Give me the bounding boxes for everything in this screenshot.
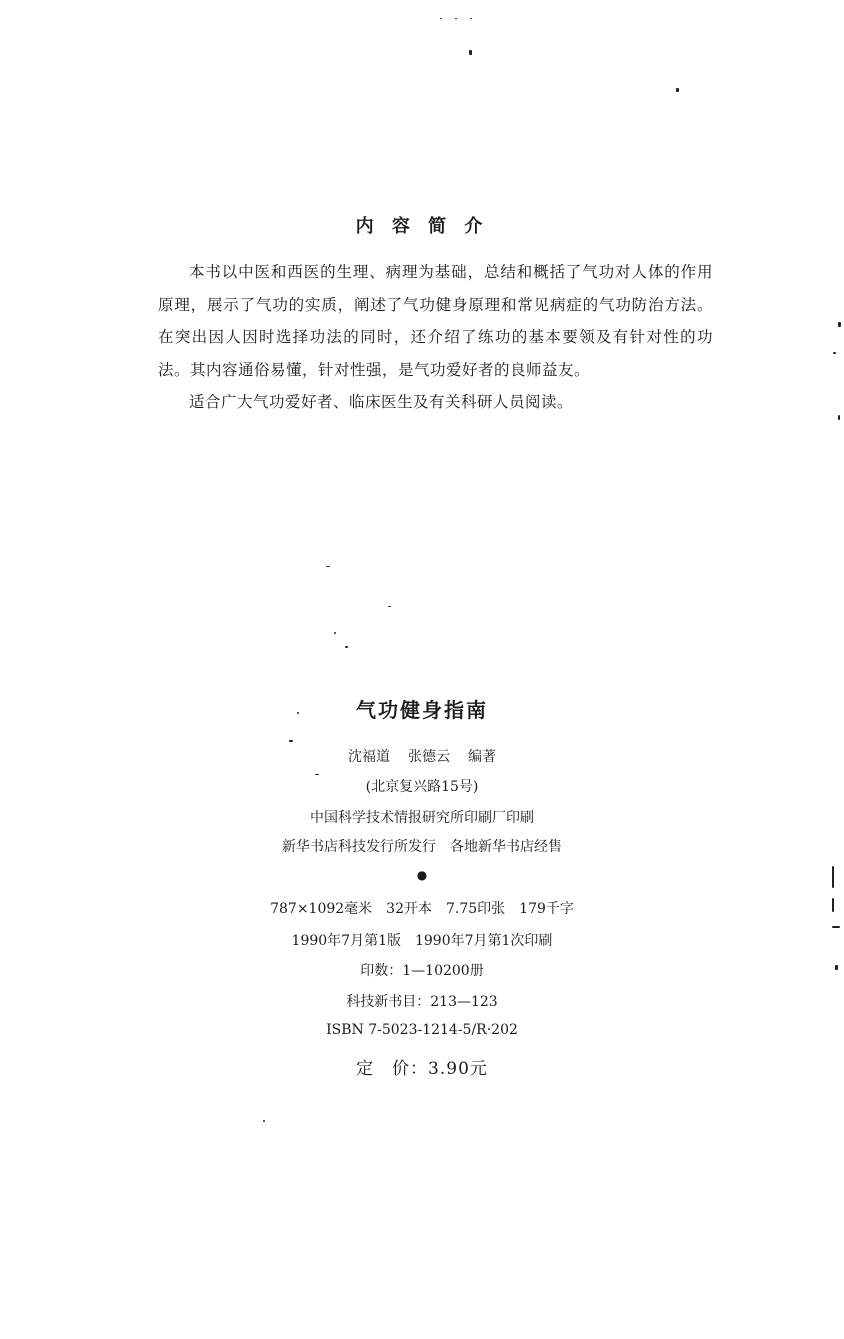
scan-speck [289,740,293,742]
scan-speck [440,18,442,19]
isbn-line: ISBN 7-5023-1214-5/R·202 [326,1022,518,1038]
summary-heading: 内 容 简 介 [355,216,489,237]
author-role: 编著 [468,749,496,765]
scan-speck [326,566,330,567]
edition-line: 1990年7月第1版 1990年7月第1次印刷 [291,933,553,949]
book-title: 气功健身指南 [356,698,488,722]
separator-bullet: ● [416,868,428,882]
scan-speck [345,646,348,648]
scan-speck [838,415,840,420]
printer-line: 中国科学技术情报研究所印刷厂印刷 [310,810,534,826]
authors-line [0,746,844,766]
scan-speck [469,50,472,55]
publisher-address: (北京复兴路15号) [365,779,479,795]
scan-speck [470,18,472,19]
summary-paragraph: 本书以中医和西医的生理、病理为基础，总结和概括了气功对人体的作用原理，展示了气功的实质，阐述了气功健身原理和常见病症的气功防治方法。在突出因人因时选择功法的同时，还介绍了练功的基本要领及有针对性的功法。其内容通俗易懂，针对性强，是气功爱好者的良师益友。 [158,263,713,379]
distributor-line: 新华书店科技发行所发行 各地新华书店经售 [282,839,562,855]
scan-speck [263,1120,265,1122]
scan-speck [833,352,836,354]
scan-speck [455,18,457,19]
print-run-line: 印数：1—10200册 [360,963,484,979]
catalog-number-line: 科技新书目：213—123 [346,994,498,1010]
author-name: 沈福道 [348,749,390,765]
scan-speck [676,88,679,92]
author-name: 张德云 [408,749,450,765]
summary-paragraph: 适合广大气功爱好者、临床医生及有关科研人员阅读。 [189,393,574,411]
format-line: 787×1092毫米 32开本 7.75印张 179千字 [270,901,574,917]
price-line: 定 价：3.90元 [356,1059,488,1079]
scan-speck [838,322,841,327]
scan-speck [832,926,840,928]
scan-speck [334,632,336,634]
summary-body [158,256,713,419]
scan-speck [388,606,391,607]
scan-speck [315,774,319,775]
